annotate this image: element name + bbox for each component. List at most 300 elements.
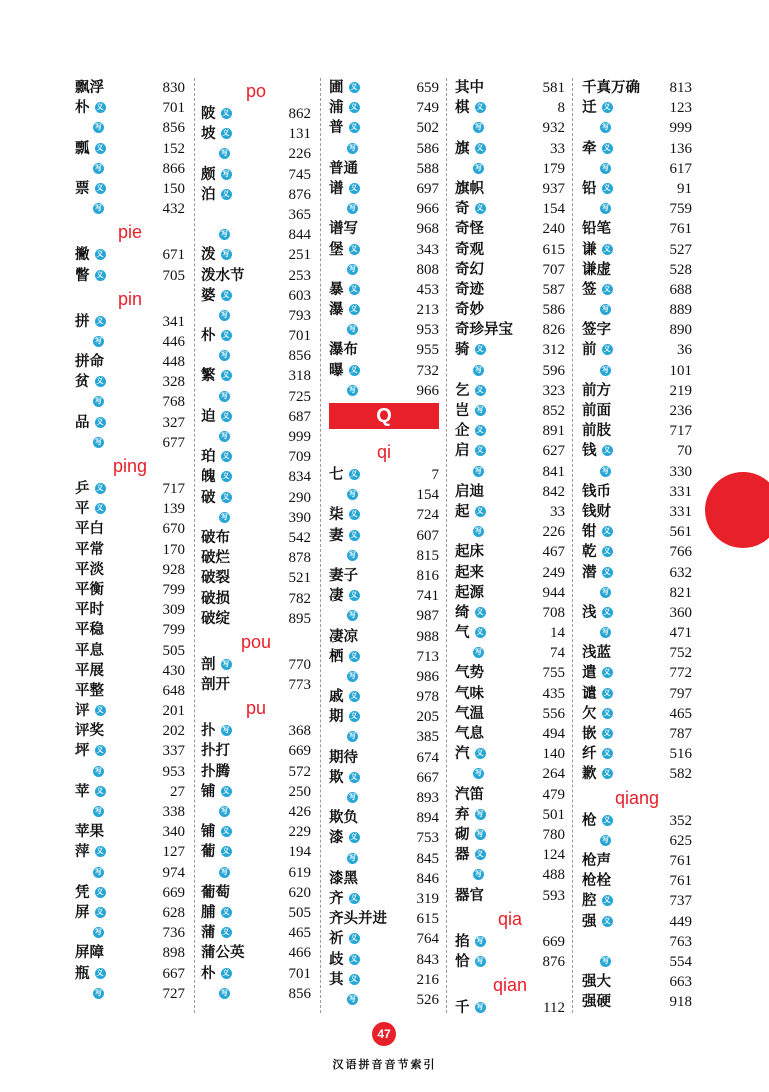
index-entry (582, 704, 692, 724)
entry-word: 歧 (329, 951, 344, 968)
entry-page-number: 340 (162, 824, 185, 841)
index-entry (329, 828, 439, 848)
entry-word: 撇 (75, 247, 90, 264)
entry-word: 气 (455, 625, 470, 642)
index-entry (455, 764, 565, 784)
pinyin-syllable-header: qi (376, 442, 391, 462)
index-entry (201, 467, 311, 487)
entry-word: 乞 (455, 382, 470, 399)
entry-page-number: 309 (162, 602, 185, 619)
index-entry (201, 286, 311, 306)
index-entry (455, 522, 565, 542)
entry-page-number: 701 (288, 328, 311, 345)
writing-badge-icon: 写 (349, 793, 356, 801)
entry-page-number: 526 (416, 991, 439, 1008)
index-entry (455, 179, 565, 199)
meaning-badge-icon: 义 (96, 968, 104, 977)
entry-page-number: 449 (669, 913, 692, 930)
column-divider (572, 78, 573, 1013)
entry-word: 凭 (75, 884, 90, 901)
entry-page-number: 878 (288, 550, 311, 567)
index-entry (455, 199, 565, 219)
meaning-badge-icon: 义 (350, 893, 358, 902)
entry-page-number: 505 (162, 642, 185, 659)
entry-word: 奇 (455, 201, 470, 218)
entry-page-number: 889 (669, 302, 692, 319)
index-entry (582, 139, 692, 159)
index-entry (75, 266, 185, 286)
entry-word: 朴 (75, 100, 90, 117)
entry-page-number: 226 (542, 524, 565, 541)
column-divider (320, 78, 321, 1013)
index-entry (582, 502, 692, 522)
writing-badge-icon: 写 (602, 835, 609, 844)
entry-page-number: 793 (288, 307, 311, 324)
entry-page-number: 341 (162, 313, 185, 330)
index-entry (201, 205, 311, 225)
index-entry (201, 427, 311, 447)
entry-page-number: 619 (288, 864, 311, 881)
index-entry (455, 159, 565, 179)
index-entry (201, 675, 311, 695)
entry-page-number: 821 (669, 584, 692, 601)
entry-page-number: 761 (669, 873, 692, 890)
index-entry (455, 542, 565, 562)
index-entry (582, 260, 692, 280)
entry-word: 欺 (329, 769, 344, 786)
writing-badge-icon: 写 (476, 936, 484, 945)
index-entry (75, 883, 185, 903)
index-entry (455, 583, 565, 603)
index-entry (201, 245, 311, 265)
entry-page-number: 932 (542, 120, 565, 137)
index-entry (329, 950, 439, 970)
index-entry (201, 964, 311, 984)
index-entry (201, 762, 311, 782)
index-entry (75, 923, 185, 943)
index-entry (75, 943, 185, 963)
entry-page-number: 572 (288, 763, 311, 780)
entry-page-number: 528 (669, 261, 692, 278)
index-entry (455, 340, 565, 360)
entry-page-number: 813 (669, 80, 692, 96)
index-entry (582, 992, 692, 1012)
index-entry (582, 583, 692, 603)
section-tab-marker (705, 472, 769, 548)
entry-page-number: 671 (162, 247, 185, 264)
index-entry (75, 499, 185, 519)
index-entry (75, 641, 185, 661)
writing-badge-icon: 写 (602, 305, 609, 314)
entry-page-number: 124 (542, 847, 565, 864)
entry-page-number: 33 (550, 503, 565, 520)
entry-word: 起来 (455, 564, 484, 581)
entry-word: 齐头并进 (329, 911, 387, 928)
entry-word: 品 (75, 414, 90, 431)
index-entry (582, 663, 692, 683)
index-entry (201, 802, 311, 822)
entry-page-number: 687 (288, 408, 311, 425)
entry-word: 平 (75, 501, 90, 518)
index-entry (455, 219, 565, 239)
meaning-badge-icon: 义 (222, 968, 230, 977)
index-entry (75, 863, 185, 883)
meaning-badge-icon: 义 (476, 385, 484, 394)
index-entry (329, 260, 439, 280)
entry-page-number: 830 (162, 80, 185, 96)
entry-page-number: 586 (416, 140, 439, 157)
entry-page-number: 154 (416, 487, 439, 504)
index-entry (201, 124, 311, 144)
entry-word: 奇迹 (455, 281, 484, 298)
index-entry (75, 681, 185, 701)
meaning-badge-icon: 义 (603, 567, 611, 576)
entry-page-number: 670 (162, 521, 185, 538)
index-entry (329, 929, 439, 949)
entry-word: 铺 (201, 824, 216, 841)
entry-page-number: 154 (542, 201, 565, 218)
entry-page-number: 27 (170, 783, 185, 800)
index-entry (329, 808, 439, 828)
entry-page-number: 944 (542, 584, 565, 601)
entry-page-number: 312 (542, 342, 565, 359)
index-entry (582, 563, 692, 583)
writing-badge-icon: 写 (476, 406, 484, 414)
index-entry (455, 300, 565, 320)
entry-page-number: 581 (542, 80, 565, 96)
index-entry (201, 447, 311, 467)
entry-page-number: 236 (669, 403, 692, 419)
entry-page-number: 766 (669, 544, 692, 561)
entry-word: 前面 (582, 403, 611, 419)
entry-page-number: 290 (288, 489, 311, 506)
index-entry (201, 943, 311, 963)
index-entry (201, 655, 311, 675)
entry-word: 纤 (582, 746, 597, 763)
index-entry (201, 488, 311, 508)
index-entry (329, 361, 439, 381)
column-divider (194, 78, 195, 1013)
meaning-badge-icon: 义 (222, 786, 230, 795)
entry-page-number: 202 (162, 723, 185, 740)
entry-word: 气势 (455, 665, 484, 682)
index-entry (455, 724, 565, 744)
entry-page-number: 966 (416, 382, 439, 399)
entry-word: 飘浮 (75, 80, 104, 96)
index-entry (329, 970, 439, 990)
entry-page-number: 488 (542, 867, 565, 884)
entry-page-number: 516 (669, 746, 692, 763)
entry-page-number: 152 (162, 140, 185, 157)
index-entry (201, 984, 311, 1004)
column-divider (446, 78, 447, 1013)
index-entry (201, 366, 311, 386)
index-entry (75, 179, 185, 199)
index-entry (75, 600, 185, 620)
entry-page-number: 501 (542, 806, 565, 823)
entry-word: 拼命 (75, 354, 104, 371)
entry-word: 柒 (329, 507, 344, 524)
meaning-badge-icon: 义 (476, 607, 484, 616)
entry-page-number: 331 (669, 483, 692, 500)
entry-word: 启迪 (455, 483, 484, 500)
index-entry (582, 891, 692, 911)
index-entry (455, 361, 565, 381)
entry-word: 评奖 (75, 723, 104, 740)
writing-badge-icon: 写 (95, 867, 102, 876)
entry-word: 歉 (582, 766, 597, 783)
entry-page-number: 593 (542, 887, 565, 904)
entry-page-number: 542 (288, 529, 311, 546)
index-entry (329, 280, 439, 300)
index-entry (582, 684, 692, 704)
meaning-badge-icon: 义 (603, 749, 611, 758)
index-entry (329, 340, 439, 360)
meaning-badge-icon: 义 (350, 651, 358, 660)
entry-page-number: 999 (669, 120, 692, 137)
entry-word: 起 (455, 503, 470, 520)
meaning-badge-icon: 义 (350, 103, 358, 112)
index-column-1 (75, 78, 185, 1004)
writing-badge-icon: 写 (475, 123, 482, 132)
entry-word: 朴 (201, 965, 216, 982)
entry-page-number: 768 (162, 394, 185, 411)
entry-word: 曝 (329, 362, 344, 379)
meaning-badge-icon: 义 (603, 729, 611, 737)
index-entry (75, 540, 185, 560)
entry-word: 平展 (75, 662, 104, 679)
index-entry (201, 782, 311, 802)
entry-page-number: 319 (416, 890, 439, 907)
entry-word: 扑 (201, 723, 216, 740)
entry-page-number: 229 (288, 824, 311, 841)
entry-page-number: 701 (288, 965, 311, 982)
entry-page-number: 669 (162, 884, 185, 901)
entry-page-number: 862 (288, 106, 311, 122)
entry-page-number: 808 (416, 261, 439, 278)
entry-page-number: 816 (416, 567, 439, 584)
entry-word: 铅笔 (582, 221, 611, 238)
meaning-badge-icon: 义 (603, 708, 611, 717)
entry-word: 平息 (75, 642, 104, 659)
entry-word: 企 (455, 423, 470, 440)
meaning-badge-icon: 义 (222, 129, 230, 138)
entry-page-number: 955 (416, 342, 439, 359)
index-entry (455, 998, 565, 1018)
index-entry (75, 139, 185, 159)
meaning-badge-icon: 义 (350, 123, 358, 132)
index-entry (75, 519, 185, 539)
entry-word: 漆 (329, 830, 344, 847)
entry-page-number: 761 (669, 852, 692, 869)
entry-word: 苹果 (75, 824, 104, 841)
entry-word: 拼 (75, 313, 90, 330)
index-entry (455, 563, 565, 583)
entry-page-number: 669 (288, 743, 311, 760)
index-entry (201, 721, 311, 741)
meaning-badge-icon: 义 (96, 887, 104, 896)
index-entry (329, 98, 439, 118)
entry-word: 弃 (455, 806, 470, 823)
index-entry (201, 185, 311, 205)
index-column-2 (201, 78, 311, 1004)
entry-page-number: 74 (550, 645, 565, 662)
entry-word: 其中 (455, 80, 484, 96)
writing-badge-icon: 写 (221, 351, 228, 360)
meaning-badge-icon: 义 (603, 668, 611, 677)
index-entry (329, 199, 439, 219)
entry-word: 浦 (329, 100, 344, 117)
meaning-badge-icon: 义 (222, 472, 230, 481)
meaning-badge-icon: 义 (350, 365, 358, 374)
entry-word: 棋 (455, 100, 470, 117)
meaning-badge-icon: 义 (350, 772, 358, 781)
entry-page-number: 318 (288, 368, 311, 385)
entry-word: 扑腾 (201, 763, 230, 780)
entry-word: 腔 (582, 893, 597, 910)
entry-page-number: 521 (288, 570, 311, 587)
index-entry (582, 932, 692, 952)
writing-badge-icon: 写 (475, 769, 482, 778)
index-entry (455, 744, 565, 764)
index-entry (582, 159, 692, 179)
index-entry (75, 822, 185, 842)
index-entry (75, 332, 185, 352)
index-entry (455, 462, 565, 482)
index-entry (75, 620, 185, 640)
meaning-badge-icon: 义 (603, 815, 611, 824)
meaning-badge-icon: 义 (350, 470, 358, 478)
page-footer: 汉语拼音音节索引 (332, 1058, 437, 1071)
entry-word: 泼 (201, 247, 216, 264)
index-entry (75, 802, 185, 822)
index-entry (455, 603, 565, 623)
index-entry (582, 972, 692, 992)
index-entry (329, 667, 439, 687)
entry-word: 签 (582, 281, 597, 298)
entry-word: 妻子 (329, 567, 358, 584)
entry-page-number: 365 (288, 206, 311, 223)
meaning-badge-icon: 义 (476, 103, 484, 112)
entry-page-number: 717 (162, 481, 185, 497)
meaning-badge-icon: 义 (350, 244, 358, 253)
entry-page-number: 250 (288, 783, 311, 800)
entry-page-number: 327 (162, 414, 185, 431)
entry-page-number: 755 (542, 665, 565, 682)
pinyin-syllable-header: ping (112, 456, 148, 476)
writing-badge-icon: 写 (95, 928, 102, 937)
entry-word: 铅 (582, 180, 597, 197)
meaning-badge-icon: 义 (96, 786, 104, 795)
writing-badge-icon: 写 (475, 466, 482, 475)
entry-word: 旗帜 (455, 180, 484, 197)
writing-badge-icon: 写 (95, 807, 102, 815)
index-entry (455, 785, 565, 805)
index-entry (75, 372, 185, 392)
meaning-badge-icon: 义 (476, 749, 484, 758)
entry-page-number: 330 (669, 463, 692, 480)
index-entry (455, 845, 565, 865)
entry-word: 魄 (201, 469, 216, 486)
entry-word: 泼水节 (201, 267, 245, 284)
index-entry (329, 78, 439, 98)
index-entry (75, 245, 185, 265)
entry-page-number: 603 (288, 287, 311, 304)
entry-word: 砌 (455, 826, 470, 843)
meaning-badge-icon: 义 (476, 506, 484, 515)
writing-badge-icon: 写 (349, 264, 356, 273)
entry-page-number: 709 (288, 449, 311, 466)
index-entry (329, 240, 439, 260)
entry-word: 评 (75, 703, 90, 720)
index-entry (201, 165, 311, 185)
entry-page-number: 780 (542, 826, 565, 843)
meaning-badge-icon: 义 (350, 974, 358, 983)
index-entry (75, 118, 185, 138)
meaning-badge-icon: 义 (603, 143, 611, 152)
index-entry (201, 266, 311, 286)
index-entry (329, 465, 439, 485)
entry-word: 铺 (201, 783, 216, 800)
index-entry (329, 159, 439, 179)
writing-badge-icon: 写 (476, 956, 484, 965)
index-entry (455, 663, 565, 683)
entry-page-number: 505 (288, 904, 311, 921)
entry-word: 气味 (455, 685, 484, 702)
index-entry (455, 320, 565, 340)
meaning-badge-icon: 义 (350, 530, 358, 539)
entry-page-number: 667 (416, 769, 439, 786)
entry-word: 前肢 (582, 423, 611, 440)
entry-page-number: 368 (288, 723, 311, 740)
entry-page-number: 974 (162, 864, 185, 881)
meaning-badge-icon: 义 (222, 411, 230, 420)
pinyin-syllable-header: po (245, 81, 267, 101)
entry-page-number: 745 (288, 166, 311, 183)
meaning-badge-icon: 义 (96, 103, 104, 112)
index-entry (201, 407, 311, 427)
writing-badge-icon: 写 (221, 230, 228, 239)
entry-word: 谱写 (329, 221, 358, 238)
writing-badge-icon: 写 (602, 628, 609, 637)
meaning-badge-icon: 义 (222, 290, 230, 299)
index-entry (329, 118, 439, 138)
entry-word: 祈 (329, 931, 344, 948)
entry-page-number: 448 (162, 354, 185, 371)
meaning-badge-icon: 义 (96, 316, 104, 325)
entry-page-number: 708 (542, 604, 565, 621)
entry-page-number: 435 (542, 685, 565, 702)
entry-page-number: 764 (416, 931, 439, 948)
index-entry (582, 361, 692, 381)
index-entry (201, 548, 311, 568)
entry-word: 期待 (329, 749, 358, 766)
entry-word: 颇 (201, 166, 216, 183)
index-entry (455, 623, 565, 643)
entry-page-number: 179 (542, 160, 565, 177)
entry-word: 牵 (582, 140, 597, 157)
entry-word: 瓢 (75, 140, 90, 157)
entry-page-number: 772 (669, 665, 692, 682)
entry-page-number: 328 (162, 374, 185, 391)
entry-word: 欠 (582, 705, 597, 722)
meaning-badge-icon: 义 (476, 446, 484, 455)
entry-page-number: 582 (669, 766, 692, 783)
index-entry (75, 782, 185, 802)
writing-badge-icon: 写 (602, 587, 609, 596)
entry-page-number: 194 (288, 844, 311, 861)
entry-word: 平淡 (75, 561, 104, 578)
